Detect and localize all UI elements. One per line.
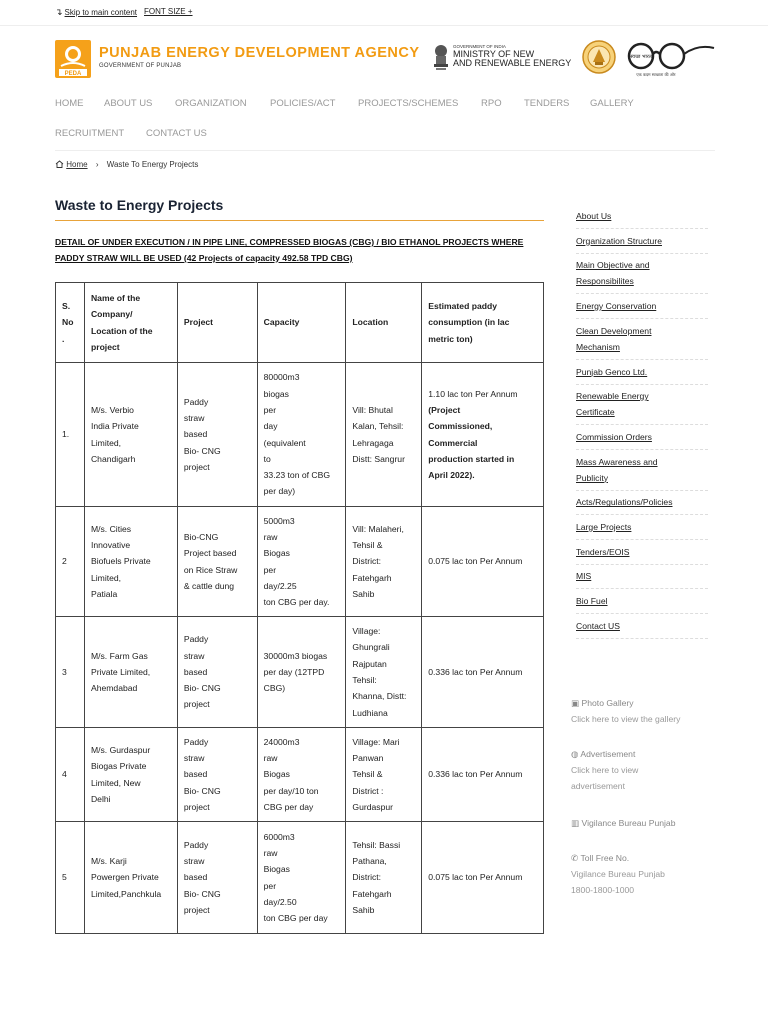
sidebar-divider <box>576 588 708 589</box>
table-row <box>56 507 544 617</box>
sidebar-link-label: Certificate <box>576 407 615 418</box>
map-icon: ▥ <box>571 818 580 828</box>
header-paddy <box>422 283 544 363</box>
cell-line: 24000m3 <box>263 736 300 747</box>
header-capacity: Capacity <box>257 283 346 363</box>
cell-line: 5000m3 <box>263 515 295 526</box>
cell-line: day/2.50 <box>263 896 297 907</box>
cell-line: M/s. Verbio <box>90 404 134 415</box>
cell-location <box>346 822 422 934</box>
cell-line: based <box>183 429 208 440</box>
sidebar-divider <box>576 359 708 360</box>
org-subtitle: GOVERNMENT OF PUNJAB <box>99 63 182 69</box>
cell-location <box>346 507 422 617</box>
nav-home[interactable]: HOME <box>55 98 84 109</box>
cell-line: Gurdaspur <box>352 801 394 812</box>
cell-sno: 3 <box>56 617 85 728</box>
cell-capacity <box>257 822 346 934</box>
sidebar-link-label: Large Projects <box>576 522 632 532</box>
cell-line: based <box>183 769 208 780</box>
table-row <box>56 363 544 507</box>
cell-line: per <box>263 564 277 575</box>
peda-logo-icon <box>55 40 91 78</box>
nav-divider <box>55 150 715 151</box>
cell-line: ton CBG per day <box>263 913 328 924</box>
top-utility-bar <box>0 0 768 26</box>
cell-line: Powergen Private <box>90 872 159 883</box>
cell-line: straw <box>183 753 205 764</box>
cell-line: Innovative <box>90 540 131 551</box>
sidebar-divider <box>576 449 708 450</box>
cell-line: Village: Mari <box>352 736 400 747</box>
cell-line: India Private <box>90 421 139 432</box>
cell-line: & cattle dung <box>183 580 235 591</box>
chevron-right-icon: › <box>95 160 99 169</box>
sidebar-link[interactable] <box>576 208 708 224</box>
sidebar-divider <box>576 228 708 229</box>
breadcrumb-current: Waste To Energy Projects <box>106 160 199 169</box>
cell-line: 80000m3 <box>263 372 300 383</box>
cell-line: CBG) <box>263 683 286 694</box>
cell-line: Tehsil & <box>352 769 383 780</box>
cell-location <box>346 728 422 822</box>
cell-line: Sahib <box>352 588 375 599</box>
cell-line: Ghungrali <box>352 642 390 653</box>
advertisement-line-1: Click here to view <box>571 765 639 775</box>
cell-line: Biogas Private <box>90 761 147 772</box>
image-icon: ▣ <box>571 698 580 708</box>
cell-line: (Project <box>428 404 461 415</box>
home-icon <box>55 160 64 168</box>
sidebar-divider <box>576 384 708 385</box>
sidebar-link-label: Bio Fuel <box>576 596 608 607</box>
cell-line: M/s. Karji <box>90 856 127 867</box>
sidebar-divider <box>576 490 708 491</box>
cell-capacity <box>257 363 346 507</box>
table-row <box>56 822 544 934</box>
cell-line: Private Limited, <box>90 666 151 677</box>
cell-line: Fatehgarh <box>352 888 392 899</box>
swachh-tagline: एक कदम स्वच्छता की ओर <box>636 72 676 77</box>
sidebar-divider <box>576 638 708 639</box>
cell-line: Tehsil: <box>352 675 377 685</box>
sidebar-divider <box>576 253 708 254</box>
sidebar-divider <box>576 293 708 294</box>
sidebar-link[interactable] <box>576 519 708 535</box>
cell-line: . <box>62 333 65 344</box>
cell-line: Khanna, Distt: <box>352 691 407 702</box>
phone-icon: ✆ <box>571 853 579 863</box>
cell-line: Location of the <box>90 325 153 336</box>
nav-tenders[interactable]: TENDERS <box>524 98 570 109</box>
cell-line: Biogas <box>263 864 290 875</box>
cell-sno: 5 <box>56 822 85 934</box>
cell-line: Vill: Bhutal <box>352 404 393 415</box>
sidebar-link[interactable] <box>576 568 708 584</box>
cell-name <box>84 617 177 728</box>
cell-line: Commercial <box>428 437 478 448</box>
sidebar-link-label: Acts/Regulations/Policies <box>576 497 673 508</box>
sidebar-link-label: Organization Structure <box>576 235 662 246</box>
org-name: PUNJAB ENERGY DEVELOPMENT AGENCY <box>99 45 420 61</box>
cell-line: Bio- CNG <box>183 888 221 899</box>
sidebar-link[interactable] <box>576 454 708 486</box>
nav-organization[interactable]: ORGANIZATION <box>175 98 247 109</box>
logo-text: PEDA <box>64 71 82 77</box>
cell-name <box>84 728 177 822</box>
cell-line: Fatehgarh <box>352 572 392 583</box>
photo-gallery-text: Click here to view the gallery <box>571 714 681 724</box>
vigilance-title: Vigilance Bureau Punjab <box>581 818 676 828</box>
sidebar-link[interactable] <box>576 257 708 289</box>
sidebar-link[interactable] <box>576 494 708 510</box>
cell-project <box>177 507 257 617</box>
toll-free-widget <box>571 850 665 898</box>
cell-line: Paddy <box>183 396 209 407</box>
cell-line: Paddy <box>183 839 209 850</box>
advertisement-title: Advertisement <box>580 749 636 759</box>
cell-line: District: <box>352 556 382 567</box>
table-header-row <box>56 283 544 363</box>
sidebar-link-label: Contact US <box>576 620 620 631</box>
cell-line: 0.075 lac ton Per Annum <box>428 872 523 883</box>
punjab-govt-seal-icon <box>582 40 616 74</box>
cell-line: District: <box>352 872 382 883</box>
cell-line: April 2022). <box>428 470 475 481</box>
cell-line: S. <box>62 301 71 312</box>
cell-line: to <box>263 453 271 464</box>
cell-line: 0.075 lac ton Per Annum <box>428 556 523 567</box>
cell-name <box>84 507 177 617</box>
sidebar-link[interactable] <box>576 298 708 314</box>
cell-line: No <box>62 317 74 328</box>
cell-line: Biogas <box>263 769 290 780</box>
cell-line: Estimated paddy <box>428 301 498 312</box>
cell-line: per day) <box>263 486 296 497</box>
nav-projects-schemes[interactable]: PROJECTS/SCHEMES <box>358 98 459 109</box>
sidebar-link[interactable] <box>576 544 708 560</box>
cell-project <box>177 617 257 728</box>
cell-sno: 2 <box>56 507 85 617</box>
cell-line: project <box>183 699 210 710</box>
cell-line: Limited, New <box>90 777 141 788</box>
cell-name <box>84 822 177 934</box>
cell-line: Panwan <box>352 753 384 764</box>
vigilance-widget[interactable] <box>571 815 675 831</box>
header-sno <box>56 283 85 363</box>
cell-line: day <box>263 421 278 432</box>
peda-logo[interactable] <box>55 40 91 78</box>
sidebar-link-label: Responsibilites <box>576 276 634 287</box>
sidebar-link-label: Energy Conservation <box>576 301 657 312</box>
cell-line: Biofuels Private <box>90 556 151 567</box>
cell-line: based <box>183 872 208 883</box>
cell-sno: 4 <box>56 728 85 822</box>
cell-line: per <box>263 880 277 891</box>
cell-paddy <box>422 822 544 934</box>
cell-line: metric ton) <box>428 333 473 344</box>
cell-line: per <box>263 404 277 415</box>
sidebar-link-label: Tenders/EOIS <box>576 546 630 557</box>
cell-capacity <box>257 507 346 617</box>
cell-line: based <box>183 666 208 677</box>
title-underline <box>55 220 544 221</box>
cell-line: Limited, <box>90 437 122 448</box>
cell-capacity <box>257 617 346 728</box>
cell-paddy <box>422 363 544 507</box>
swachh-bharat-logo-icon <box>624 40 716 78</box>
advertisement-widget[interactable] <box>571 746 638 794</box>
sidebar-link[interactable] <box>576 323 708 355</box>
cell-line: Company/ <box>90 309 133 320</box>
cell-line: per day/10 ton <box>263 785 319 796</box>
cell-line: District : <box>352 785 384 796</box>
nav-recruitment[interactable]: RECRUITMENT <box>55 128 125 139</box>
sidebar-divider <box>576 318 708 319</box>
cell-line: straw <box>183 650 205 661</box>
table-row <box>56 617 544 728</box>
toll-free-title: Toll Free No. <box>580 853 630 863</box>
cell-line: Ahemdabad <box>90 683 138 694</box>
sidebar-link-label: Commission Orders <box>576 431 652 442</box>
sidebar-link[interactable] <box>576 388 708 420</box>
cell-line: raw <box>263 531 278 542</box>
cell-line: Sahib <box>352 904 375 915</box>
sidebar-divider <box>576 613 708 614</box>
cell-line: (equivalent <box>263 437 306 448</box>
cell-line: Chandigarh <box>90 453 136 464</box>
cell-line: on Rice Straw <box>183 564 238 575</box>
header-location: Location <box>346 283 422 363</box>
cell-line: consumption (in lac <box>428 317 510 328</box>
cell-name <box>84 363 177 507</box>
cell-line: 33.23 ton of CBG <box>263 470 331 481</box>
projects-table <box>55 282 544 934</box>
cell-line: Rajputan <box>352 658 387 669</box>
mnre-gov-label: GOVERNMENT OF INDIA <box>453 44 506 49</box>
sidebar-link[interactable] <box>576 618 708 634</box>
cell-line: project <box>183 801 210 812</box>
cell-line: project <box>183 461 210 472</box>
cell-project <box>177 363 257 507</box>
sidebar-link[interactable] <box>576 429 708 445</box>
cell-location <box>346 617 422 728</box>
cell-location <box>346 363 422 507</box>
nav-gallery[interactable]: GALLERY <box>590 98 634 109</box>
sidebar-link-label: Punjab Genco Ltd. <box>576 366 648 377</box>
cell-line: M/s. Farm Gas <box>90 650 148 661</box>
cell-line: Kalan, Tehsil: <box>352 421 404 432</box>
cell-sno: 1. <box>56 363 85 507</box>
nav-policies-act[interactable]: POLICIES/ACT <box>270 98 336 109</box>
cell-line: Distt: Sangrur <box>352 453 405 464</box>
cell-line: Bio-CNG <box>183 531 219 542</box>
page-title: Waste to Energy Projects <box>55 197 224 213</box>
cell-line: project <box>183 904 210 915</box>
cell-line: straw <box>183 413 205 424</box>
cell-capacity <box>257 728 346 822</box>
cell-project <box>177 822 257 934</box>
cell-project <box>177 728 257 822</box>
cell-line: 6000m3 <box>263 831 295 842</box>
cell-line: Lehragaga <box>352 437 394 448</box>
font-size-increase-link[interactable]: FONT SIZE + <box>144 7 193 16</box>
cell-line: ton CBG per day. <box>263 597 330 608</box>
cell-line: production started in <box>428 453 515 464</box>
cell-line: Tehsil & <box>352 540 383 551</box>
cell-line: Patiala <box>90 588 118 599</box>
sidebar-link-label: Mechanism <box>576 341 620 352</box>
sidebar-divider <box>576 539 708 540</box>
header-project: Project <box>177 283 257 363</box>
cell-line: Limited, <box>90 572 122 583</box>
sidebar-link-label: Renewable Energy <box>576 391 649 402</box>
sidebar-link-label: About Us <box>576 211 612 221</box>
cell-line: biogas <box>263 388 289 399</box>
cell-line: M/s. Cities <box>90 523 132 534</box>
cell-line: per day (12TPD <box>263 666 325 677</box>
cell-line: day/2.25 <box>263 580 297 591</box>
cell-paddy <box>422 728 544 822</box>
cell-paddy <box>422 507 544 617</box>
sidebar-link-label: Main Objective and <box>576 260 650 271</box>
skip-to-main-link[interactable]: ↴ Skip to main content <box>55 7 138 17</box>
mnre-name-line1: MINISTRY OF NEW <box>453 49 535 59</box>
cell-line: 0.336 lac ton Per Annum <box>428 769 523 780</box>
toll-free-line-1: Vigilance Bureau Punjab <box>571 869 665 879</box>
cell-line: Village: <box>352 626 381 637</box>
cell-line: M/s. Gurdaspur <box>90 744 151 755</box>
cell-line: 0.336 lac ton Per Annum <box>428 666 523 677</box>
swachh-text: स्वच्छ भारत <box>630 54 652 60</box>
cell-line: Limited,Panchkula <box>90 888 162 899</box>
cell-line: Commissioned, <box>428 421 493 432</box>
cell-line: Vill: Malaheri, <box>352 523 404 534</box>
sidebar-link[interactable] <box>576 593 708 609</box>
nav-rpo[interactable]: RPO <box>481 98 502 109</box>
cell-line: 30000m3 biogas <box>263 650 328 661</box>
cell-line: Name of the <box>90 292 141 303</box>
sidebar-divider <box>576 564 708 565</box>
table-row <box>56 728 544 822</box>
cell-line: Bio- CNG <box>183 445 221 456</box>
header-name <box>84 283 177 363</box>
cell-line: Project based <box>183 548 237 559</box>
cell-line: Biogas <box>263 548 290 559</box>
cell-line: CBG per day <box>263 801 314 812</box>
sidebar-divider <box>576 424 708 425</box>
cell-line: raw <box>263 753 278 764</box>
cell-line: Tehsil: Bassi <box>352 839 401 850</box>
breadcrumb-home-link[interactable]: Home <box>66 160 88 169</box>
cell-paddy <box>422 617 544 728</box>
sidebar-link-label: Publicity <box>576 472 608 483</box>
photo-gallery-title: Photo Gallery <box>581 698 634 708</box>
globe-icon: ◍ <box>571 749 579 759</box>
cell-line: Pathana, <box>352 856 387 867</box>
nav-contact-us[interactable]: CONTACT US <box>146 128 207 139</box>
sidebar-link-label: Mass Awareness and <box>576 456 658 467</box>
cell-line: raw <box>263 847 278 858</box>
sidebar-divider <box>576 514 708 515</box>
advertisement-line-2: advertisement <box>571 781 625 791</box>
skip-arrow-icon: ↴ <box>55 7 63 17</box>
mnre-name-line2: AND RENEWABLE ENERGY <box>453 58 572 68</box>
cell-line: 1.10 lac ton Per Annum <box>428 388 518 399</box>
cell-line: Bio- CNG <box>183 683 221 694</box>
nav-about-us[interactable]: ABOUT US <box>104 98 153 109</box>
sidebar-link[interactable] <box>576 233 708 249</box>
sidebar-link[interactable] <box>576 364 708 380</box>
sidebar-link-label: Clean Development <box>576 325 652 336</box>
cell-line: Paddy <box>183 634 209 645</box>
photo-gallery-widget[interactable] <box>571 695 680 727</box>
toll-free-number[interactable]: 1800-1800-1000 <box>571 885 635 895</box>
cell-line: straw <box>183 856 205 867</box>
cell-line: Delhi <box>90 793 111 804</box>
national-emblem-icon <box>432 43 450 73</box>
cell-line: Paddy <box>183 736 209 747</box>
intro-heading: DETAIL OF UNDER EXECUTION / IN PIPE LINE, COMPRESSED BIOGAS (CBG) / BIO ETHANOL PROJECTS WHERE PADDY STRAW WILL BE USED (42 Projects of capacity 492.58 TPD CBG) <box>55 237 524 263</box>
cell-line: Bio- CNG <box>183 785 221 796</box>
sidebar-link-label: MIS <box>576 571 592 582</box>
breadcrumb <box>55 160 198 169</box>
cell-line: Ludhiana <box>352 707 388 718</box>
cell-line: project <box>90 341 120 352</box>
